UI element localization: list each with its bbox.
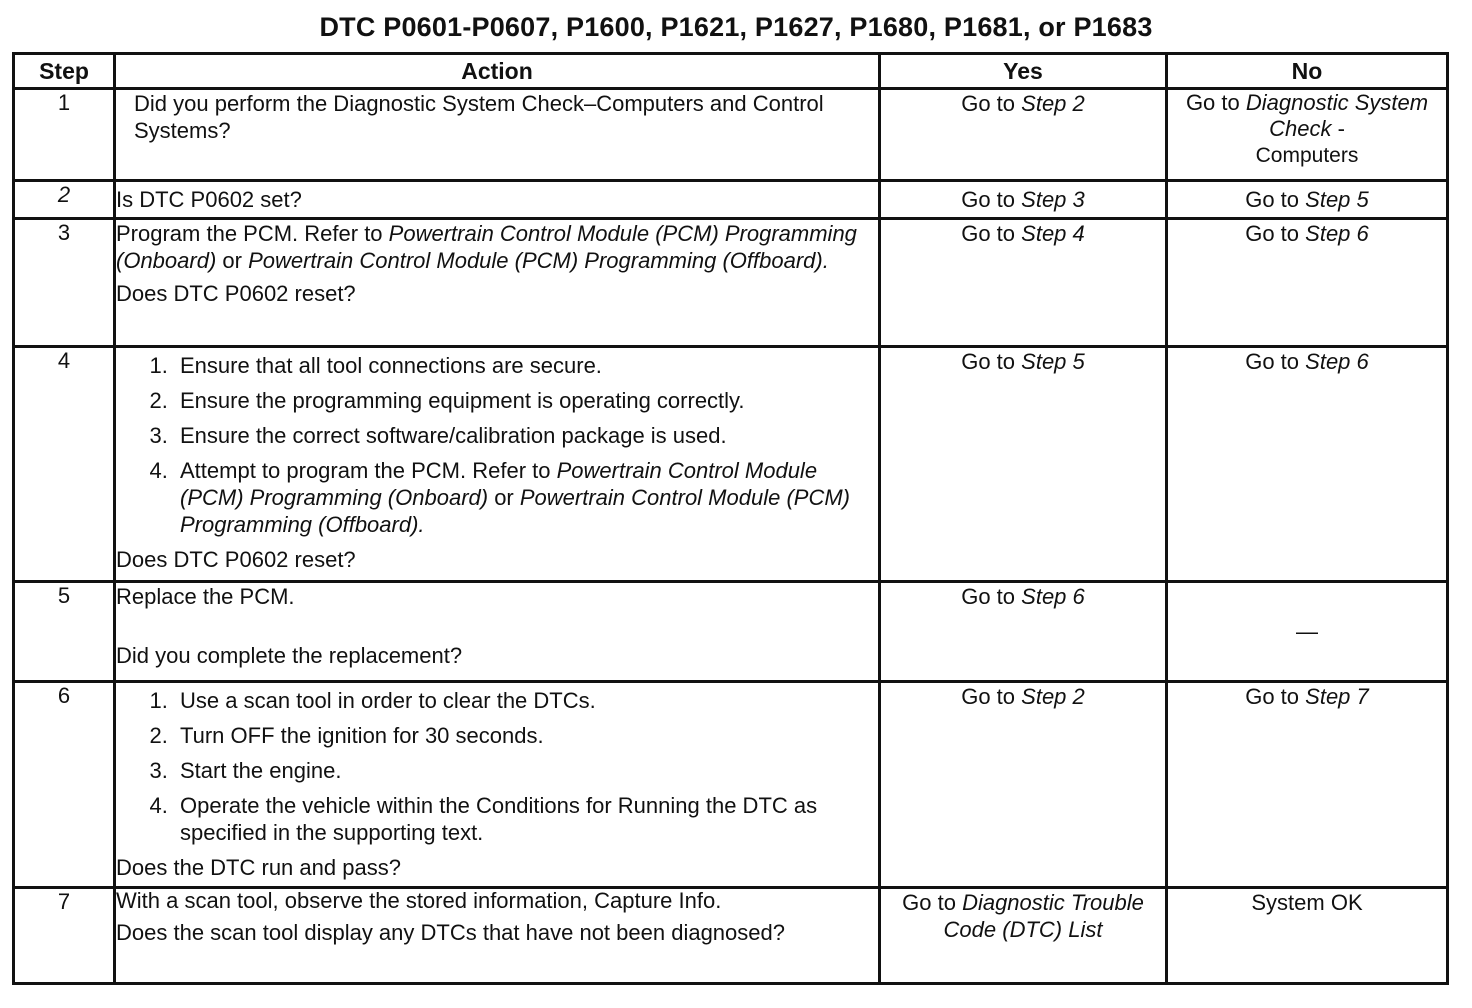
no-step-ref: Step 7 [1305, 684, 1369, 709]
dtc-diagnostic-table [12, 52, 1449, 985]
step-number: 3 [14, 219, 115, 347]
list-item: 3. Ensure the correct software/calibration package is used. [174, 422, 878, 449]
go-to-label: Go to [1245, 221, 1300, 246]
list-item: 4. Operate the vehicle within the Conditions for Running the DTC as specified in the supporting text. [174, 792, 878, 846]
action-cell [115, 682, 880, 888]
go-to-label: Go to [1245, 684, 1300, 709]
no-step-ref: Step 6 [1305, 221, 1369, 246]
header-action: Action [115, 54, 880, 89]
go-to-label: Go to [961, 349, 1016, 374]
yes-cell [880, 888, 1167, 984]
yes-cell [880, 89, 1167, 181]
table-row-step-1 [14, 89, 1448, 181]
table-row-step-5 [14, 582, 1448, 682]
table-row-step-7 [14, 888, 1448, 984]
step-number: 5 [14, 582, 115, 682]
yes-step-ref: Step 3 [1021, 187, 1085, 212]
action-cell [115, 582, 880, 682]
question-text: Does DTC P0602 reset? [116, 281, 356, 306]
step-number: 1 [14, 89, 115, 181]
header-yes: Yes [880, 54, 1167, 89]
go-to-label: Go to [1245, 349, 1300, 374]
no-cell: System OK [1167, 888, 1448, 984]
question-text: Does the scan tool display any DTCs that have not been diagnosed? [116, 920, 785, 945]
question-text: Does DTC P0602 reset? [116, 547, 356, 572]
table-row-step-4 [14, 347, 1448, 582]
question-text: Does the DTC run and pass? [116, 855, 401, 880]
action-list [116, 352, 878, 538]
yes-cell [880, 347, 1167, 582]
list-item: 3. Start the engine. [174, 757, 878, 784]
no-ref-line3: Computers [1255, 144, 1359, 167]
action-reference: Powertrain Control Module (PCM) Programming (Offboard). [248, 248, 829, 273]
table-row-step-2 [14, 181, 1448, 219]
header-step: Step [14, 54, 115, 89]
table-row-step-3 [14, 219, 1448, 347]
action-text [116, 220, 878, 274]
go-to-label: Go to [1245, 187, 1300, 212]
action-text: Replace the PCM. [116, 584, 295, 609]
action-text: With a scan tool, observe the stored information, Capture Info. [116, 888, 722, 913]
header-no: No [1167, 54, 1448, 89]
item-prefix: Attempt to program the PCM. Refer to [180, 458, 557, 483]
action-reference: Powertrain Control Module (PCM) Programming (Onboard) [116, 221, 857, 273]
action-text: Did you perform the Diagnostic System Check–Computers and Control Systems? [115, 89, 880, 181]
no-cell [1167, 89, 1448, 181]
step-number: 4 [14, 347, 115, 582]
no-cell: — [1167, 582, 1448, 682]
go-to-label: Go to [961, 221, 1016, 246]
step-number: 7 [14, 888, 115, 984]
yes-step-ref: Step 4 [1021, 221, 1085, 246]
yes-step-ref: Step 2 [1021, 684, 1085, 709]
item-or: or [488, 485, 520, 510]
action-prefix: Program the PCM. Refer to [116, 221, 389, 246]
step-number: 2 [14, 181, 115, 219]
table-row-step-6 [14, 682, 1448, 888]
action-cell [115, 219, 880, 347]
yes-step-ref: Step 6 [1021, 584, 1085, 609]
go-to-label: Go to [961, 684, 1016, 709]
no-cell [1167, 219, 1448, 347]
list-item: 2. Ensure the programming equipment is operating correctly. [174, 387, 878, 414]
go-to-label: Go to [961, 187, 1016, 212]
yes-cell [880, 682, 1167, 888]
action-reference: Powertrain Control Module (PCM) Programming (Offboard). [180, 485, 850, 537]
step-number: 6 [14, 682, 115, 888]
go-to-label: Go to [961, 584, 1016, 609]
page-title: DTC P0601-P0607, P1600, P1621, P1627, P1680, P1681, or P1683 [319, 12, 1153, 42]
no-diagnostic-ref: Diagnostic System Check [1245, 90, 1429, 141]
action-list [116, 687, 878, 846]
list-item: 1. Ensure that all tool connections are secure. [174, 352, 878, 379]
go-to-label: Go to [902, 890, 956, 915]
no-step-ref: Step 5 [1305, 187, 1369, 212]
yes-step-ref: Step 5 [1021, 349, 1085, 374]
yes-step-ref: Step 2 [1021, 91, 1085, 116]
yes-dtc-list-ref: Diagnostic Trouble Code (DTC) List [943, 890, 1144, 942]
yes-cell [880, 181, 1167, 219]
no-ref-suffix: - [1331, 116, 1345, 141]
list-item: 2. Turn OFF the ignition for 30 seconds. [174, 722, 878, 749]
action-reference: Powertrain Control Module (PCM) Programming (Onboard) [180, 458, 818, 510]
no-cell [1167, 682, 1448, 888]
action-cell [115, 347, 880, 582]
question-text: Did you complete the replacement? [116, 643, 463, 668]
no-cell [1167, 347, 1448, 582]
table-header-row [14, 54, 1448, 89]
go-to-label: Go to [961, 91, 1016, 116]
yes-cell [880, 219, 1167, 347]
list-item: 1. Use a scan tool in order to clear the DTCs. [174, 687, 878, 714]
no-step-ref: Step 6 [1305, 349, 1369, 374]
action-cell [115, 888, 880, 984]
go-to-label: Go to [1185, 90, 1240, 115]
yes-cell [880, 582, 1167, 682]
no-cell [1167, 181, 1448, 219]
action-or: or [216, 248, 249, 273]
action-text: Is DTC P0602 set? [115, 181, 880, 219]
list-item [174, 457, 878, 538]
